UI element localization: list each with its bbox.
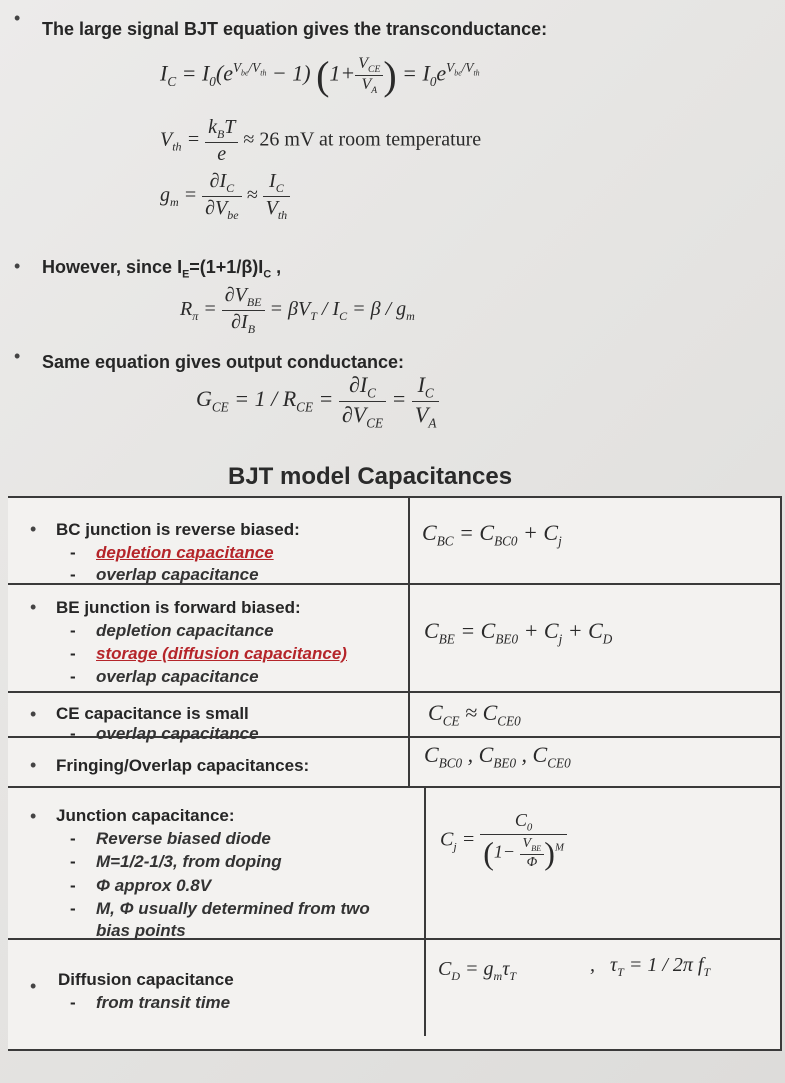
bullet-dot: • bbox=[30, 755, 37, 775]
equation-cbe: $C_{BE} = C_{BE0} + C_j + C_D$ bbox=[424, 618, 613, 647]
bullet-dot: • bbox=[30, 806, 37, 826]
dash: - bbox=[70, 876, 76, 895]
row5-item-bias-points: bias points bbox=[96, 921, 186, 940]
equation-cd: $C_D = g_m\tau_T$ bbox=[438, 958, 517, 983]
bullet-dot: • bbox=[30, 976, 37, 996]
row-divider bbox=[8, 691, 780, 693]
row1-item-depletion: depletion capacitance bbox=[96, 543, 274, 562]
column-divider bbox=[408, 498, 410, 786]
dash: - bbox=[70, 667, 76, 686]
dash: - bbox=[70, 852, 76, 871]
row5-item-m-value: M=1/2-1/3, from doping bbox=[96, 852, 282, 871]
dash: - bbox=[70, 621, 76, 640]
equation-rpi: $R_\pi$ = $\frac{\partial V_{BE}}{\partial I_B}$ = $\beta V_T / I_C = \beta / g_m$ bbox=[180, 284, 415, 336]
dash: - bbox=[70, 993, 76, 1012]
row1-item-overlap: overlap capacitance bbox=[96, 565, 259, 584]
row5-item-reverse-diode: Reverse biased diode bbox=[96, 829, 271, 848]
section-title: BJT model Capacitances bbox=[228, 463, 513, 490]
dash: - bbox=[70, 644, 76, 663]
row4-heading: Fringing/Overlap capacitances: bbox=[56, 756, 310, 775]
row5-item-m-phi: M, Φ usually determined from two bbox=[96, 899, 370, 918]
row5-item-phi: Φ approx 0.8V bbox=[96, 876, 212, 895]
equation-gce: $G_{CE} = 1 / R_{CE}$ = $\frac{\partial I_C}{\partial V_{CE}}$ = $\frac{I_C}{V_A}$ bbox=[196, 372, 439, 430]
row6-item-transit-time: from transit time bbox=[96, 993, 231, 1012]
equation-cj: $C_j$ = $C_0$ (1− $\frac{V_{BE}}{\Phi}$ )$^M$ bbox=[440, 810, 567, 872]
row3-heading: CE capacitance is small bbox=[56, 704, 249, 723]
bullet-dot: • bbox=[30, 704, 37, 724]
dash: - bbox=[70, 899, 76, 918]
equation-cce: $C_{CE} \approx C_{CE0}$ bbox=[428, 700, 521, 729]
dash: - bbox=[70, 829, 76, 848]
row2-item-overlap: overlap capacitance bbox=[96, 667, 259, 686]
dash: - bbox=[70, 543, 76, 562]
bullet-dot: • bbox=[14, 346, 21, 366]
bullet-dot: • bbox=[30, 519, 37, 539]
bullet-however: However, since $I_E=(1+1/\beta)I_C$ , bbox=[42, 257, 282, 281]
bullet-dot: • bbox=[14, 256, 21, 276]
row-divider bbox=[8, 786, 780, 788]
equation-tau: , $\tau_T = 1 / 2\pi$ $f_T$ bbox=[590, 954, 711, 979]
row1-heading: BC junction is reverse biased: bbox=[56, 520, 300, 539]
row6-heading: Diffusion capacitance bbox=[58, 970, 234, 989]
row5-heading: Junction capacitance: bbox=[56, 806, 235, 825]
row3-item-overlap: overlap capacitance bbox=[96, 724, 259, 743]
row2-item-depletion: depletion capacitance bbox=[96, 621, 274, 640]
equation-gm: $g_m$ = $\frac{\partial I_C}{\partial V_{be}}$ ≈ $\frac{I_C}{V_{th}}$ bbox=[160, 170, 290, 223]
dash: - bbox=[70, 565, 76, 584]
row2-heading: BE junction is forward biased: bbox=[56, 598, 301, 617]
bullet-transconductance: The large signal BJT equation gives the transconductance: bbox=[42, 19, 548, 39]
equation-overlap-caps: $C_{BC0}$ , $C_{BE0}$ , $C_{CE0}$ bbox=[424, 742, 571, 771]
row2-item-storage: storage (diffusion capacitance) bbox=[96, 644, 347, 663]
equation-cbc: $C_{BC} = C_{BC0} + C_j$ bbox=[422, 520, 562, 549]
bullet-dot: • bbox=[30, 597, 37, 617]
dash: - bbox=[70, 724, 76, 743]
vth-value-text: ≈ 26 mV at room temperature bbox=[243, 128, 482, 151]
equation-vth: $V_{th}$ = $\frac{k_BT}{e}$ ≈ 26 mV at room temperature bbox=[160, 116, 482, 165]
column-divider bbox=[424, 786, 426, 1036]
equation-ic: $I_C = I_0(e^{V_{be}/V_{th}} - 1)$ (1+ $\frac{V_{CE}}{V_A}$ ) = $I_0e^{V_{be}/V_{th}}$ bbox=[160, 53, 480, 98]
bullet-dot: • bbox=[14, 8, 21, 28]
bullet-output-conductance: Same equation gives output conductance: bbox=[42, 352, 405, 372]
